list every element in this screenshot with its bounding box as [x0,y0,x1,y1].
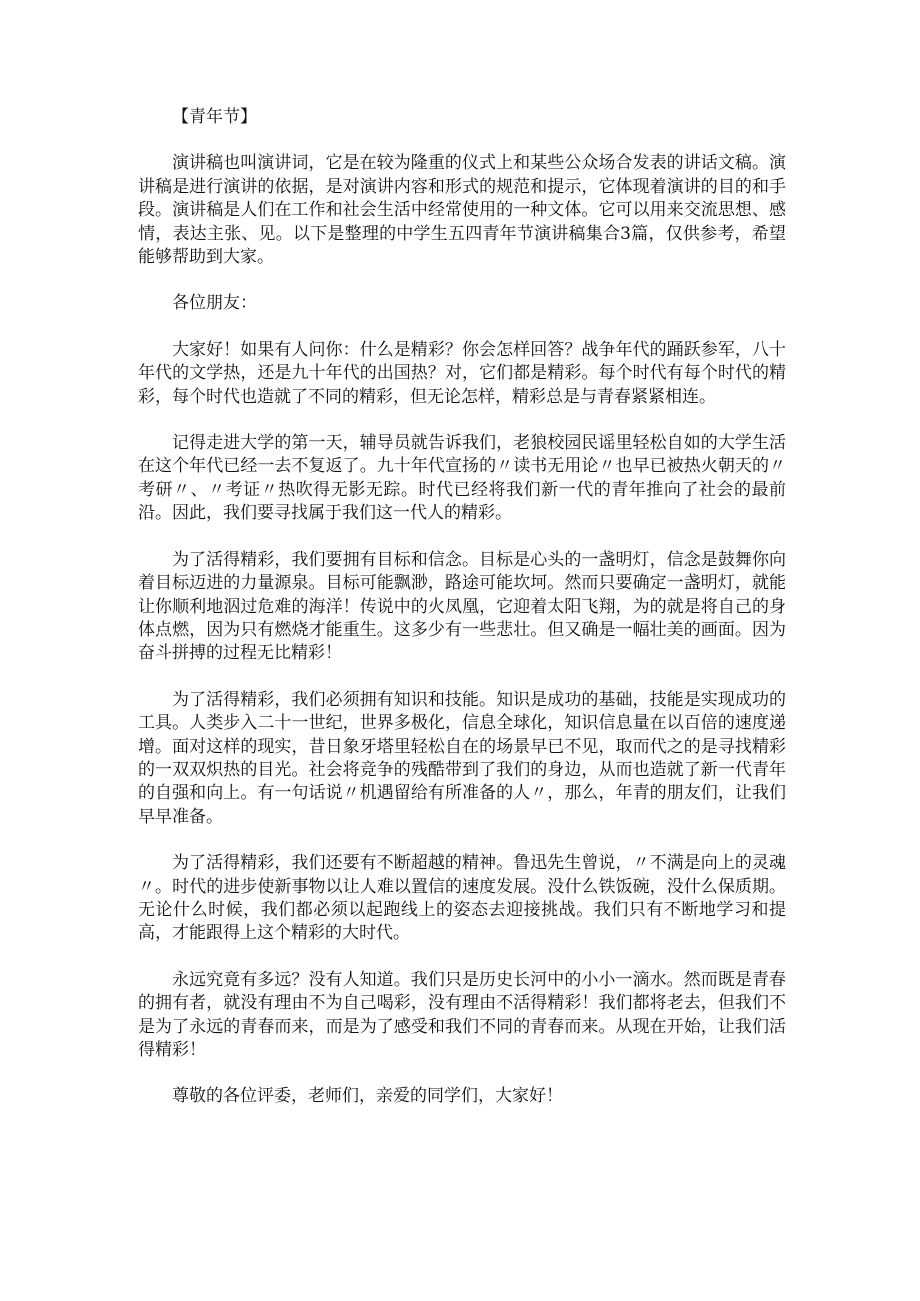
document-page [138,106,786,1109]
body-paragraph-1: 大家好！如果有人问你：什么是精彩？你会怎样回答？战争年代的踊跃参军，八十年代的文学热，还是九十年代的出国热？对，它们都是精彩。每个时代有每个时代的精彩，每个时代也造就了不同的精彩，但无论怎样，精彩总是与青春紧紧相连。 [138,339,786,407]
body-paragraph-6: 永远究竟有多远？没有人知道。我们只是历史长河中的小小一滴水。然而既是青春的拥有者，就没有理由不为自己喝彩，没有理由不活得精彩！我们都将老去，但我们不是为了永远的青春而来，而是为了感受和我们不同的青春而来。从现在开始，让我们活得精彩！ [138,969,786,1060]
second-speech-greeting: 尊敬的各位评委，老师们，亲爱的同学们，大家好！ [172,1086,563,1107]
salutation-paragraph: 各位朋友： [172,293,257,314]
body-paragraph-5: 为了活得精彩，我们还要有不断超越的精神。鲁迅先生曾说，〃不满是向上的灵魂〃。时代的进步使新事物以让人难以置信的速度发展。没什么铁饭碗，没什么保质期。无论什么时候，我们都必须以起跑线上的姿态去迎接挑战。我们只有不断地学习和提高，才能跟得上这个精彩的大时代。 [138,853,786,944]
intro-paragraph: 演讲稿也叫演讲词，它是在较为隆重的仪式上和某些公众场合发表的讲话文稿。演讲稿是进行演讲的依据，是对演讲内容和形式的规范和提示，它体现着演讲的目的和手段。演讲稿是人们在工作和社会生活中经常使用的一种文体。它可以用来交流思想、感情，表达主张、见。以下是整理的中学生五四青年节演讲稿集合3篇，仅供参考，希望能够帮助到大家。 [138,153,786,268]
body-paragraph-4: 为了活得精彩，我们必须拥有知识和技能。知识是成功的基础，技能是实现成功的工具。人类步入二十一世纪，世界多极化，信息全球化，知识信息量在以百倍的速度递增。面对这样的现实，昔日象牙塔里轻松自在的场景早已不见，取而代之的是寻找精彩的一双双炽热的目光。社会将竞争的残酷带到了我们的身边，从而也造就了新一代青年的自强和向上。有一句话说〃机遇留给有所准备的人〃，那么，年青的朋友们，让我们早早准备。 [138,689,786,827]
body-paragraph-2: 记得走进大学的第一天，辅导员就告诉我们，老狼校园民谣里轻松自如的大学生活在这个年代已经一去不复返了。九十年代宣扬的〃读书无用论〃也早已被热火朝天的〃考研〃、〃考证〃热吹得无影无踪。时代已经将我们新一代的青年推向了社会的最前沿。因此，我们要寻找属于我们这一代人的精彩。 [138,433,786,524]
document-heading: 【青年节】 [172,107,257,127]
body-paragraph-3: 为了活得精彩，我们要拥有目标和信念。目标是心头的一盏明灯，信念是鼓舞你向着目标迈进的力量源泉。目标可能飘渺，路途可能坎坷。然而只要确定一盏明灯，就能让你顺利地泅过危难的海洋！传说中的火凤凰，它迎着太阳飞翔，为的就是将自己的身体点燃，因为只有燃烧才能重生。这多少有一些悲壮。但又确是一幅壮美的画面。因为奋斗拼搏的过程无比精彩！ [138,549,786,664]
